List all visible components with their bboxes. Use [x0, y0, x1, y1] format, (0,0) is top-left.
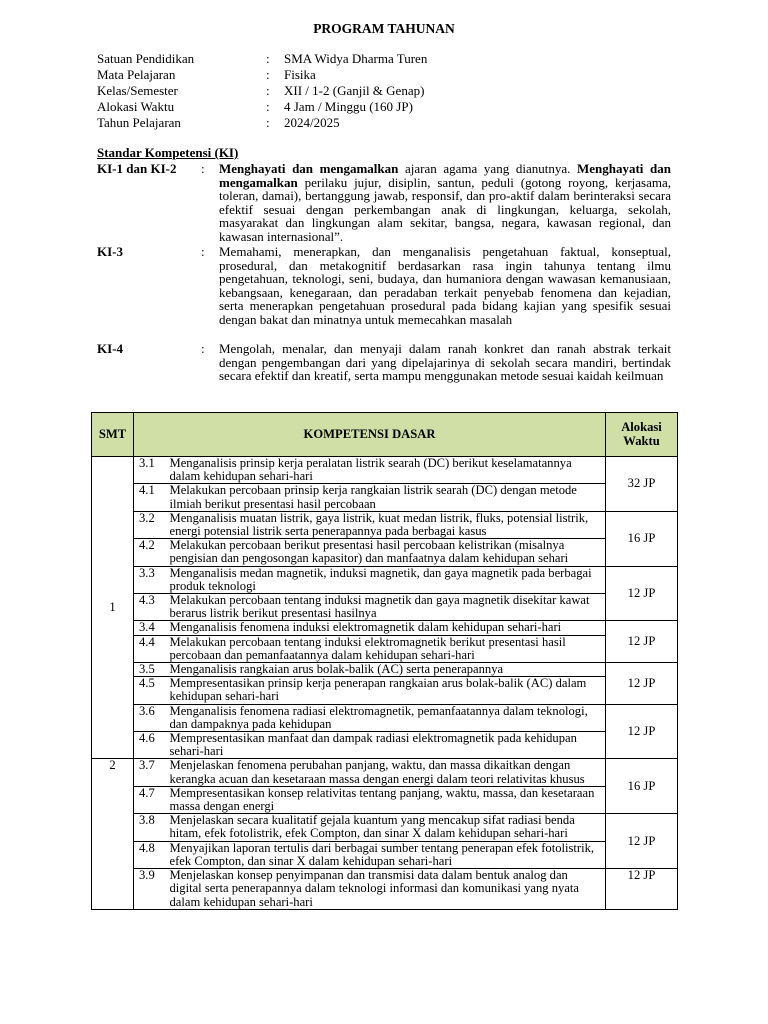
kd-text: Melakukan percobaan prinsip kerja rangkaian listrik searah (DC) dengan metode ilmiah berikut presentasi hasil percobaan [170, 484, 606, 511]
kd-text: Melakukan percobaan tentang induksi elektromagnetik berikut presentasi hasil percobaan dan pemanfaatannya dalam kehidupan sehari-hari [170, 635, 606, 662]
header-kd: KOMPETENSI DASAR [134, 413, 606, 457]
kd-text: Menganalisis muatan listrik, gaya listrik, kuat medan listrik, fluks, potensial listrik, energi potensial listrik serta penerapannya pada berbagai kasus [170, 511, 606, 538]
info-label: Alokasi Waktu [97, 99, 175, 114]
table-row [92, 539, 678, 566]
table-row [92, 635, 678, 662]
semester-cell: 2 [92, 759, 134, 909]
table-row [92, 511, 678, 538]
kd-number: 4.5 [134, 677, 170, 704]
info-value: SMA Widya Dharma Turen [284, 51, 428, 66]
kd-text: Menganalisis rangkaian arus bolak-balik (AC) serta penerapannya [170, 663, 606, 677]
time-cell: 16 JP [606, 759, 678, 814]
info-row [97, 115, 677, 131]
kd-number: 4.2 [134, 539, 170, 566]
table-row [92, 814, 678, 841]
table-header-row [92, 413, 678, 457]
table-row [92, 663, 678, 677]
kd-number: 3.7 [134, 759, 170, 786]
time-cell: 32 JP [606, 457, 678, 512]
table-row [92, 841, 678, 868]
kd-text: Menganalisis fenomena induksi elektromagnetik dalam kehidupan sehari-hari [170, 621, 606, 635]
table-row [92, 732, 678, 759]
time-cell: 12 JP [606, 814, 678, 869]
info-row [97, 99, 677, 115]
kd-text: Menjelaskan fenomena perubahan panjang, waktu, dan massa dikaitkan dengan kerangka acuan dan kesetaraan massa dengan energi dalam teori relativitas khusus [170, 759, 606, 786]
table-row [92, 704, 678, 731]
time-cell: 12 JP [606, 663, 678, 705]
ki-heading: Standar Kompetensi (KI) [97, 145, 239, 160]
kd-number: 3.3 [134, 566, 170, 593]
kd-number: 4.8 [134, 841, 170, 868]
info-value: Fisika [284, 67, 316, 82]
info-label: Tahun Pelajaran [97, 115, 181, 130]
kd-text: Menganalisis prinsip kerja peralatan listrik searah (DC) berikut keselamatannya dalam kehidupan sehari-hari [170, 457, 606, 484]
ki-emphasis: Menghayati dan mengamalkan [219, 161, 399, 176]
info-colon: : [266, 83, 270, 98]
kd-number: 4.6 [134, 732, 170, 759]
ki-3-block [97, 245, 671, 327]
table-row [92, 786, 678, 813]
ki-colon: : [201, 341, 205, 356]
kd-number: 3.8 [134, 814, 170, 841]
kd-number: 4.1 [134, 484, 170, 511]
time-cell: 12 JP [606, 566, 678, 621]
info-row [97, 51, 677, 67]
kd-number: 3.4 [134, 621, 170, 635]
kd-number: 3.6 [134, 704, 170, 731]
kd-text: Menyajikan laporan tertulis dari berbagai sumber tentang penerapan efek fotolistrik, efek Compton, dan sinar X dalam kehidupan sehari-hari [170, 841, 606, 868]
kd-number: 3.9 [134, 869, 170, 910]
ki-label: KI-3 [97, 244, 123, 259]
table-row [92, 566, 678, 593]
table-row [92, 677, 678, 704]
ki-text [219, 162, 671, 244]
table-row [92, 594, 678, 621]
table-row [92, 457, 678, 484]
ki-colon: : [201, 244, 205, 259]
table-row [92, 621, 678, 635]
info-value: 4 Jam / Minggu (160 JP) [284, 99, 413, 114]
kd-text: Mempresentasikan prinsip kerja penerapan rangkaian arus bolak-balik (AC) dalam kehidupan sehari-hari [170, 677, 606, 704]
kd-table [91, 412, 678, 910]
kd-number: 4.3 [134, 594, 170, 621]
table-row [92, 759, 678, 786]
ki-colon: : [201, 161, 205, 176]
kd-text: Mempresentasikan manfaat dan dampak radiasi elektromagnetik pada kehidupan sehari-hari [170, 732, 606, 759]
ki-text-part: perilaku jujur, disiplin, santun, peduli (gotong royong, kerjasama, toleran, damai), bertanggung jawab, responsif, dan pro-aktif dalam berinteraksi secara efektif sesuai dengan perkembangan anak di lingkungan, keluarga, sekolah, masyarakat dan lingkungan alam sekitar, bangsa, negara, kawasan regional, dan kawasan internasional”. [219, 174, 671, 244]
ki-text: Mengolah, menalar, dan menyaji dalam ranah konkret dan ranah abstrak terkait dengan pengembangan dari yang dipelajarinya di sekolah secara mandiri, bertindak secara efektif dan kreatif, serta mampu menggunakan metode sesuai kaidah keilmuan [219, 341, 671, 384]
time-cell: 16 JP [606, 511, 678, 566]
time-cell: 12 JP [606, 621, 678, 663]
kd-text: Menganalisis fenomena radiasi elektromagnetik, pemanfaatannya dalam teknologi, dan dampaknya pada kehidupan [170, 704, 606, 731]
kd-number: 3.2 [134, 511, 170, 538]
header-smt: SMT [92, 413, 134, 457]
page-title: PROGRAM TAHUNAN [313, 21, 455, 36]
kd-number: 3.1 [134, 457, 170, 484]
ki-text-part: ajaran agama yang dianutnya. [398, 161, 577, 176]
info-label: Satuan Pendidikan [97, 51, 195, 66]
info-value: XII / 1-2 (Ganjil & Genap) [284, 83, 425, 98]
info-row [97, 67, 677, 83]
kd-text: Menjelaskan secara kualitatif gejala kuantum yang mencakup sifat radiasi benda hitam, efek fotolistrik, efek Compton, dan sinar X dalam kehidupan sehari-hari [170, 814, 606, 841]
header-time: Alokasi Waktu [606, 413, 678, 457]
kd-text: Menganalisis medan magnetik, induksi magnetik, dan gaya magnetik pada berbagai produk teknologi [170, 566, 606, 593]
kd-number: 4.4 [134, 635, 170, 662]
info-colon: : [266, 51, 270, 66]
info-colon: : [266, 67, 270, 82]
ki-text: Memahami, menerapkan, dan menganalisis pengetahuan faktual, konseptual, prosedural, dan metakognitif berdasarkan rasa ingin tahunya tentang ilmu pengetahuan, teknologi, seni, budaya, dan humaniora dengan wawasan kemanusiaan, kebangsaan, kenegaraan, dan peradaban terkait penyebab fenomena dan kejadian, serta menerapkan pengetahuan prosedural pada bidang kajian yang spesifik sesuai dengan bakat dan minatnya untuk memecahkan masalah [219, 244, 671, 327]
info-label: Kelas/Semester [97, 83, 178, 98]
info-value: 2024/2025 [284, 115, 340, 130]
table-row [92, 484, 678, 511]
info-colon: : [266, 99, 270, 114]
kd-text: Melakukan percobaan berikut presentasi hasil percobaan kelistrikan (misalnya pengisian dan pengosongan kapasitor) dan manfaatnya dalam kehidupan sehari [170, 539, 606, 566]
kd-text: Melakukan percobaan tentang induksi magnetik dan gaya magnetik disekitar kawat berarus listrik berikut presentasi hasilnya [170, 594, 606, 621]
ki-1-2-block [97, 162, 671, 244]
ki-emphasis: Menghayati dan mengamalkan [219, 161, 671, 190]
kd-number: 4.7 [134, 786, 170, 813]
info-colon: : [266, 115, 270, 130]
time-cell: 12 JP [606, 704, 678, 759]
info-label: Mata Pelajaran [97, 67, 176, 82]
info-row [97, 83, 677, 99]
identity-block [97, 51, 677, 131]
time-cell: 12 JP [606, 869, 678, 910]
ki-label: KI-1 dan KI-2 [97, 161, 177, 176]
table-row [92, 869, 678, 910]
kd-text: Menjelaskan konsep penyimpanan dan transmisi data dalam bentuk analog dan digital serta penerapannya dalam teknologi informasi dan komunikasi yang nyata dalam kehidupan sehari-hari [170, 869, 606, 910]
semester-cell: 1 [92, 457, 134, 759]
ki-4-block [97, 342, 671, 383]
kd-text: Mempresentasikan konsep relativitas tentang panjang, waktu, massa, dan kesetaraan massa dengan energi [170, 786, 606, 813]
ki-label: KI-4 [97, 341, 123, 356]
kd-number: 3.5 [134, 663, 170, 677]
